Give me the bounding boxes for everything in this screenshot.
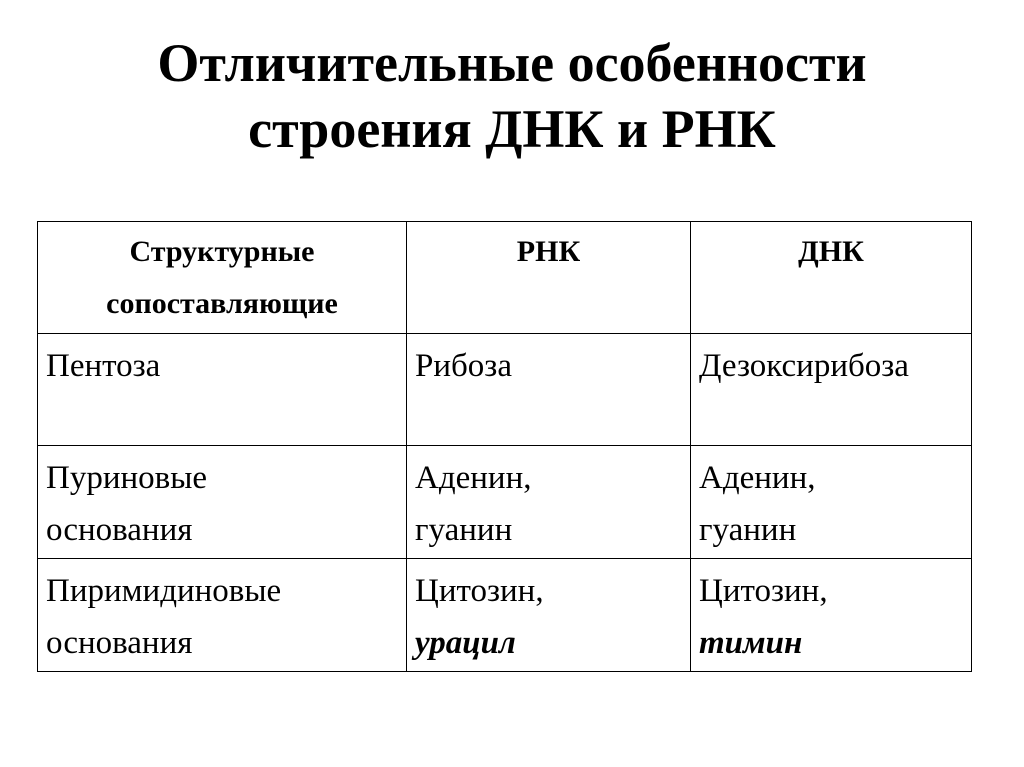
- slide-title-line-1: Отличительные особенности: [157, 33, 867, 93]
- header-cell-rna: РНК: [407, 222, 691, 334]
- comparison-table: [37, 221, 972, 672]
- cell-feature: [38, 559, 407, 672]
- cell-line: основания: [46, 625, 193, 661]
- cell-line: Рибоза: [415, 348, 512, 384]
- cell-dna: [691, 446, 972, 559]
- slide-title-line-2: строения ДНК и РНК: [248, 99, 776, 159]
- cell-dna: [691, 334, 972, 446]
- cell-line-emphasized: урацил: [415, 625, 516, 661]
- cell-line: Пуриновые: [46, 460, 208, 496]
- cell-line: Пентоза: [46, 348, 161, 384]
- table-header-row: [38, 222, 972, 334]
- cell-line: Цитозин,: [699, 573, 828, 609]
- cell-line: гуанин: [415, 512, 513, 548]
- cell-line: основания: [46, 512, 193, 548]
- header-cell-line: сопоставляющие: [106, 287, 338, 320]
- cell-line: Дезоксирибоза: [699, 348, 909, 384]
- cell-rna: [407, 446, 691, 559]
- cell-dna: [691, 559, 972, 672]
- header-cell-dna: ДНК: [691, 222, 972, 334]
- cell-line: гуанин: [699, 512, 797, 548]
- table-row: [38, 334, 972, 446]
- slide-title: [0, 30, 1024, 162]
- cell-line: Аденин,: [415, 460, 532, 496]
- header-cell-line: Структурные: [129, 235, 315, 268]
- cell-feature: [38, 334, 407, 446]
- cell-feature: [38, 446, 407, 559]
- table-row: [38, 559, 972, 672]
- cell-rna: [407, 334, 691, 446]
- table-row: [38, 446, 972, 559]
- cell-line: Пиримидиновые: [46, 573, 282, 609]
- header-cell-structural-components: [38, 222, 407, 334]
- cell-line: Цитозин,: [415, 573, 544, 609]
- cell-line-emphasized: тимин: [699, 625, 803, 661]
- cell-line: Аденин,: [699, 460, 816, 496]
- cell-rna: [407, 559, 691, 672]
